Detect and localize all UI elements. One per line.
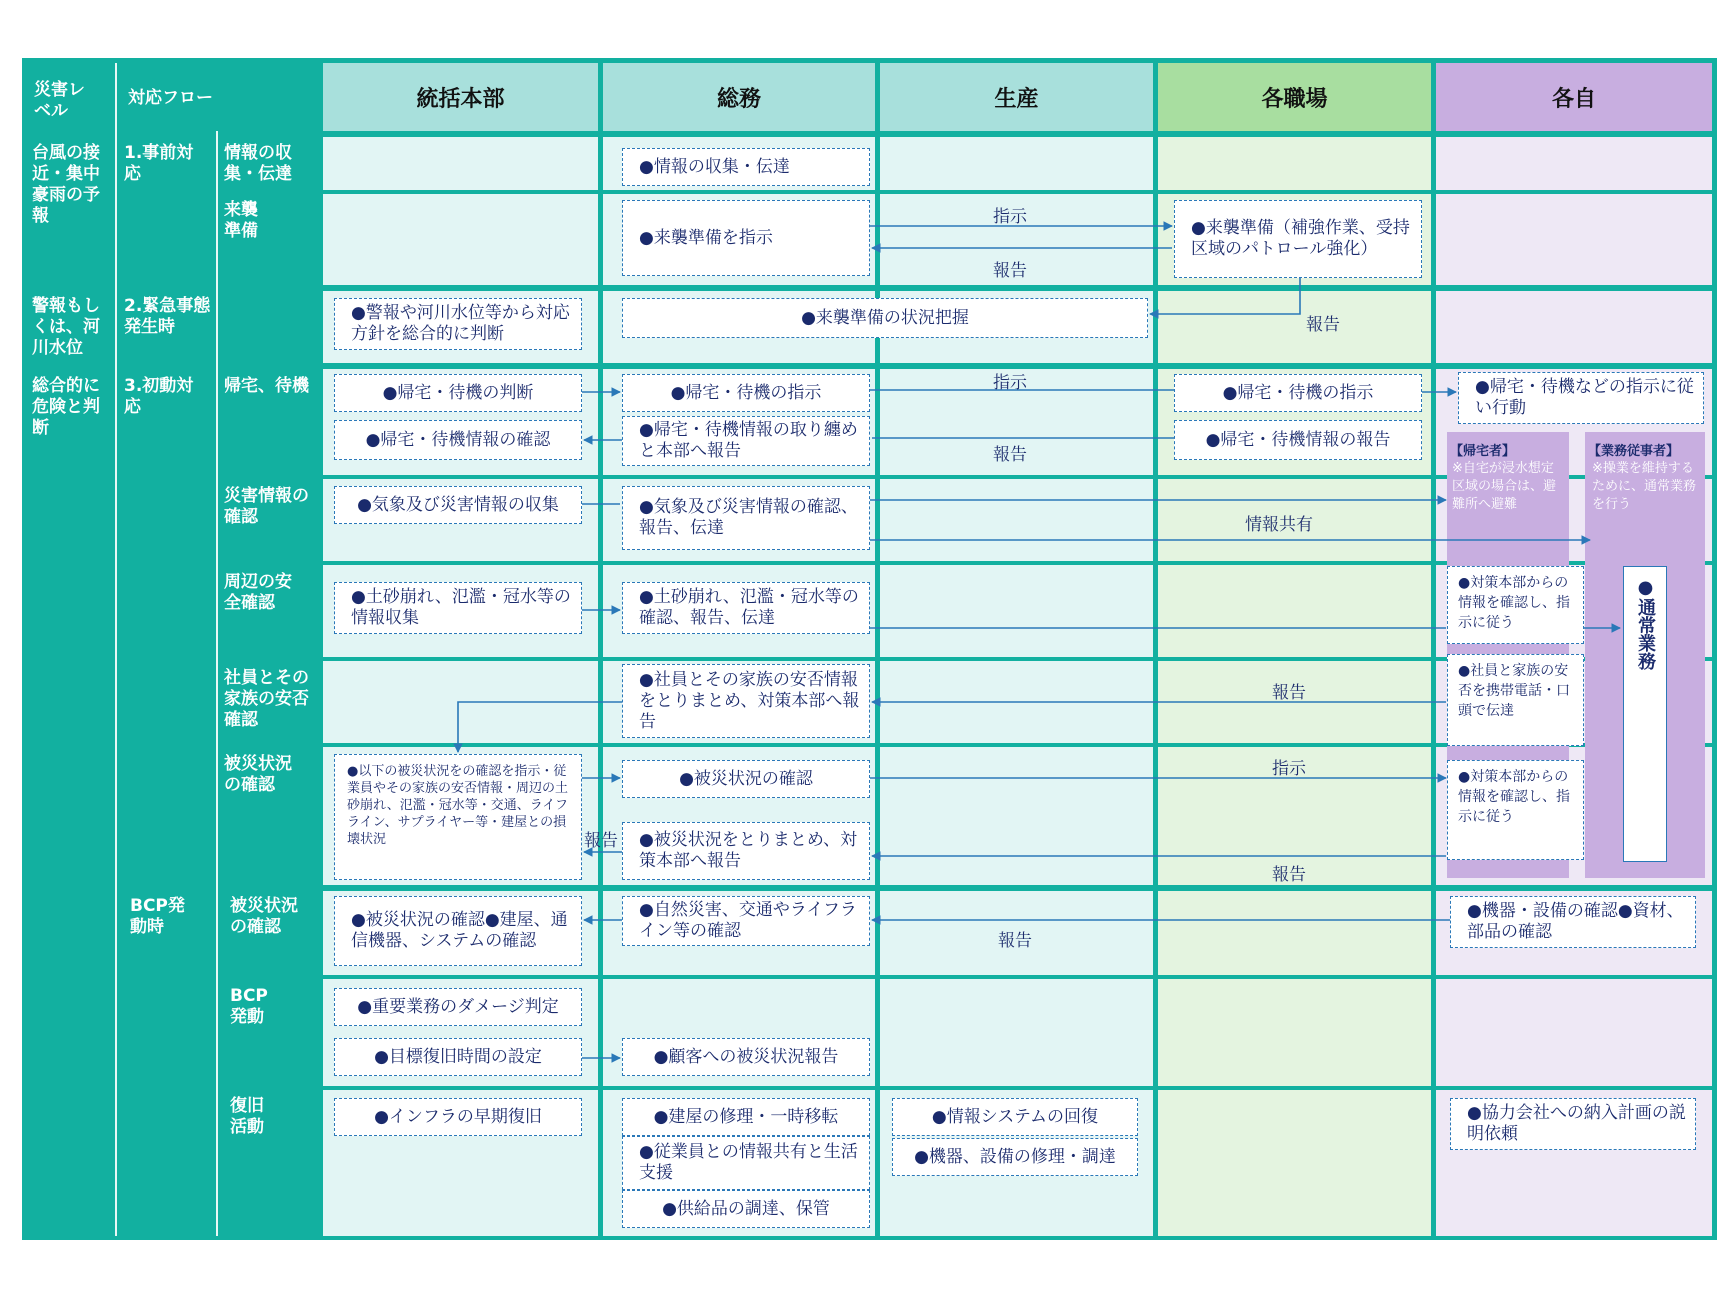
step-bcp-start: BCP発動	[230, 986, 268, 1027]
step-bcp-damage: 被災状況の確認	[230, 896, 298, 937]
honbu-land-box: ●土砂崩れ、氾濫・冠水等の情報収集	[334, 582, 582, 634]
somu-supply-box: ●供給品の調達、保管	[622, 1190, 870, 1228]
phase-2: 2.緊急事態発生時	[124, 296, 211, 337]
kakuji-confirm-1: ●対策本部からの情報を確認し、指示に従う	[1447, 566, 1584, 644]
kakuji-bcp-box: ●機器・設備の確認●資材、部品の確認	[1450, 896, 1696, 948]
label-houkoku-5: 報告	[584, 831, 618, 851]
somu-customer-box: ●顧客への被災状況報告	[622, 1038, 870, 1076]
kakuji-normal-work: ●通常業務	[1623, 566, 1667, 862]
somu-home-info-box: ●帰宅・待機情報の取り纏めと本部へ報告	[622, 416, 870, 466]
level-warning: 警報もしくは、河川水位	[32, 296, 100, 358]
gyomu-text: ※操業を維持するために、通常業務を行う	[1592, 461, 1697, 512]
step-recovery: 復旧活動	[230, 1096, 264, 1137]
seisan-sys-box: ●情報システムの回復	[892, 1098, 1138, 1136]
arrow-grasp-houkoku	[1150, 278, 1300, 314]
seisan-equip-box: ●機器、設備の修理・調達	[892, 1138, 1138, 1176]
level-danger: 総合的に危険と判断	[32, 376, 100, 438]
level-typhoon: 台風の接近・集中豪雨の予報	[32, 143, 100, 226]
somu-repair-box: ●建屋の修理・一時移転	[622, 1098, 870, 1136]
honbu-infra-box: ●インフラの早期復旧	[334, 1098, 582, 1136]
step-damage: 被災状況の確認	[224, 754, 292, 795]
kakuji-home-box: ●帰宅・待機などの指示に従い行動	[1458, 372, 1704, 424]
honbu-home-box: ●帰宅・待機の判断	[334, 374, 582, 412]
phase-1: 1.事前対応	[124, 143, 194, 184]
header-honbu: 統括本部	[323, 63, 598, 131]
step-prep: 来襲準備	[224, 200, 258, 241]
shokuba-home-box: ●帰宅・待機の指示	[1174, 374, 1422, 412]
label-share: 情報共有	[1245, 515, 1313, 535]
shokuba-prep-box: ●来襲準備（補強作業、受持区域のパトロール強化）	[1174, 200, 1422, 278]
honbu-warn-box: ●警報や河川水位等から対応方針を総合的に判断	[334, 298, 582, 350]
step-home: 帰宅、待機	[224, 376, 309, 396]
phase-3: 3.初動対応	[124, 376, 194, 417]
label-shiji-3: 指示	[1272, 759, 1306, 779]
arrow-staff-to-honbu	[458, 702, 622, 752]
honbu-weather-box: ●気象及び災害情報の収集	[334, 486, 582, 524]
header-shokuba: 各職場	[1158, 63, 1431, 131]
kakuji-partner-box: ●協力会社への納入計画の説明依頼	[1450, 1098, 1696, 1150]
step-staff: 社員とその家族の安否確認	[224, 668, 309, 730]
step-info: 情報の収集・伝達	[224, 143, 292, 184]
label-shiji-1: 指示	[993, 207, 1027, 227]
label-houkoku-3: 報告	[993, 445, 1027, 465]
somu-grasp-box: ●来襲準備の状況把握	[622, 298, 1148, 338]
step-area: 周辺の安全確認	[224, 572, 292, 613]
label-houkoku-2: 報告	[1306, 315, 1340, 335]
label-houkoku-4: 報告	[1272, 683, 1306, 703]
somu-staff-box: ●社員とその家族の安否情報をとりまとめ、対策本部へ報告	[622, 664, 870, 738]
header-level: 災害レベル	[34, 80, 85, 121]
label-houkoku-6: 報告	[1272, 865, 1306, 885]
header-somu: 総務	[603, 63, 875, 131]
step-disaster: 災害情報の確認	[224, 486, 309, 527]
honbu-target-box: ●目標復旧時間の設定	[334, 1038, 582, 1076]
honbu-damage-list-box: ●以下の被災状況をの確認を指示・従業員やその家族の安否情報・周辺の土砂崩れ、氾濫・冠水等・交通、ライフライン、サプライヤー等・建屋との損壊状況	[334, 754, 582, 880]
somu-share-box: ●従業員との情報共有と生活支援	[622, 1136, 870, 1190]
honbu-judge-box: ●重要業務のダメージ判定	[334, 988, 582, 1026]
label-houkoku-7: 報告	[998, 931, 1032, 951]
somu-damage-sum-box: ●被災状況をとりまとめ、対策本部へ報告	[622, 822, 870, 880]
somu-prep-box: ●来襲準備を指示	[622, 200, 870, 276]
header-seisan: 生産	[880, 63, 1153, 131]
honbu-home-info-box: ●帰宅・待機情報の確認	[334, 420, 582, 460]
somu-bcp-check-box: ●自然災害、交通やライフライン等の確認	[622, 896, 870, 946]
kakuji-confirm-2: ●対策本部からの情報を確認し、指示に従う	[1447, 760, 1584, 860]
label-shiji-2: 指示	[993, 373, 1027, 393]
somu-info-box: ●情報の収集・伝達	[622, 148, 870, 186]
header-flow: 対応フロー	[128, 88, 213, 108]
kitaku-title: 【帰宅者】	[1450, 444, 1516, 459]
somu-weather-box: ●気象及び災害情報の確認、報告、伝達	[622, 486, 870, 550]
somu-damage-box: ●被災状況の確認	[622, 760, 870, 798]
kitaku-text: ※自宅が浸水想定区域の場合は、避難所へ避難	[1452, 461, 1557, 512]
kakuji-family: ●社員と家族の安否を携帯電話・口頭で伝達	[1447, 654, 1584, 746]
somu-home-box: ●帰宅・待機の指示	[622, 374, 870, 412]
shokuba-home-info-box: ●帰宅・待機情報の報告	[1174, 420, 1422, 460]
label-houkoku-1: 報告	[993, 261, 1027, 281]
honbu-bcp-check-box: ●被災状況の確認●建屋、通信機器、システムの確認	[334, 896, 582, 966]
phase-bcp: BCP発動時	[130, 896, 185, 937]
gyomu-title: 【業務従事者】	[1588, 444, 1680, 459]
header-kakuji: 各自	[1436, 63, 1712, 131]
somu-land-box: ●土砂崩れ、氾濫・冠水等の確認、報告、伝達	[622, 582, 870, 634]
